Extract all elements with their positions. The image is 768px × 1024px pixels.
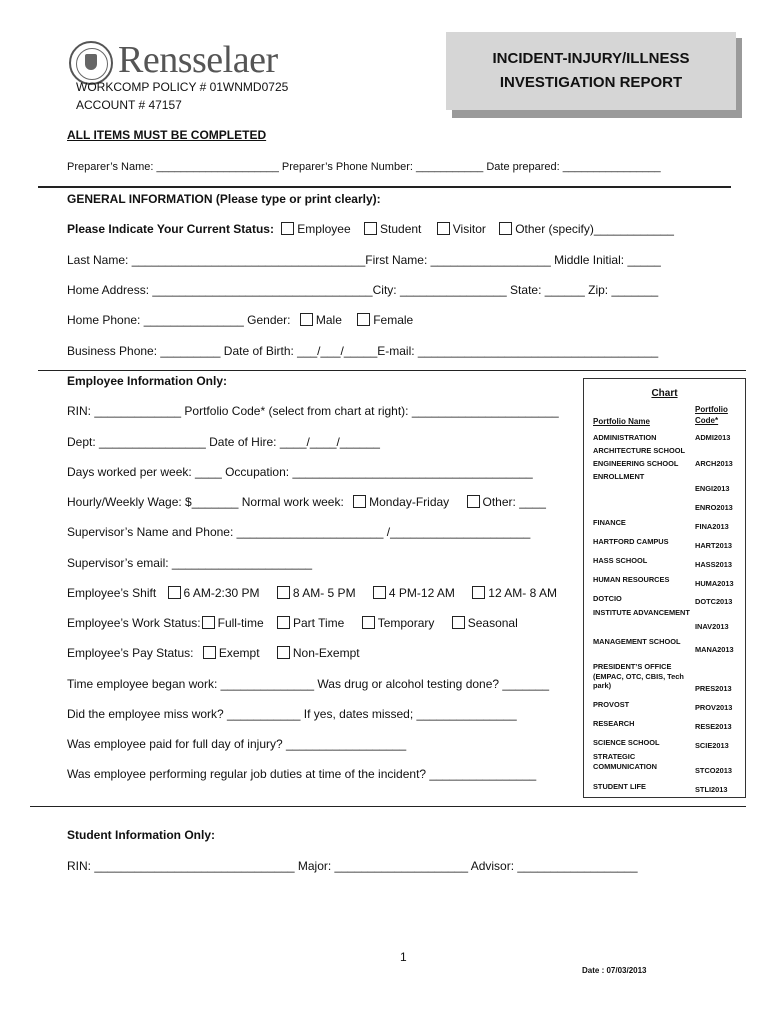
parttime-option: Part Time	[292, 616, 345, 630]
visitor-option: Visitor	[452, 222, 486, 236]
shift-1-checkbox[interactable]	[168, 586, 181, 599]
shift-4-option: 12 AM- 8 AM	[488, 586, 557, 600]
chart-row-code: STCO2013	[695, 766, 732, 775]
exempt-option: Exempt	[218, 646, 260, 660]
chart-row-name: RESEARCH	[593, 719, 635, 728]
visitor-checkbox[interactable]	[437, 222, 450, 235]
instructions: ALL ITEMS MUST BE COMPLETED	[67, 128, 267, 142]
chart-row-code: FINA2013	[695, 522, 729, 531]
report-title	[446, 32, 736, 110]
revision-date: Date : 07/03/2013	[582, 966, 647, 975]
chart-row-code: RESE2013	[695, 722, 732, 731]
general-heading: GENERAL INFORMATION (Please type or print clearly):	[67, 192, 381, 206]
chart-row-code: SCIE2013	[695, 741, 729, 750]
supervisor-email[interactable]: Supervisor’s email: _____________________	[67, 556, 313, 570]
address-line[interactable]: Home Address: _________________________________City: ________________ State: ______ Zip: _______	[67, 283, 659, 297]
chart-row-name: ENROLLMENT	[593, 472, 645, 481]
chart-row-name: HASS SCHOOL	[593, 556, 648, 565]
chart-row-name: STRATEGIC COMMUNICATION	[593, 752, 657, 771]
student-option: Student	[380, 222, 422, 236]
chart-row-code: ENRO2013	[695, 503, 733, 512]
female-checkbox[interactable]	[357, 313, 370, 326]
chart-row-name: MANAGEMENT SCHOOL	[593, 637, 681, 646]
account-number: ACCOUNT # 47157	[76, 98, 182, 112]
student-checkbox[interactable]	[364, 222, 377, 235]
chart-row-code: INAV2013	[695, 622, 729, 631]
preparer-line[interactable]: Preparer’s Name: ____________________ Preparer’s Phone Number: ___________ Date prepared: ________________	[67, 161, 661, 173]
chart-row-name: ADMINISTRATION	[593, 433, 657, 442]
other-checkbox[interactable]	[499, 222, 512, 235]
employee-option: Employee	[297, 222, 351, 236]
section-divider	[38, 186, 731, 188]
shift-2-checkbox[interactable]	[277, 586, 290, 599]
chart-row-code: ARCH2013	[695, 459, 733, 468]
chart-row-name: ENGINEERING SCHOOL	[593, 459, 679, 468]
chart-row-name: INSTITUTE ADVANCEMENT	[593, 608, 690, 617]
temporary-checkbox[interactable]	[362, 616, 375, 629]
chart-col-code-2: Code*	[695, 416, 719, 425]
nonexempt-checkbox[interactable]	[277, 646, 290, 659]
business-line[interactable]: Business Phone: _________ Date of Birth: ___/___/_____E-mail: ____________________________________	[67, 344, 659, 358]
paid-line[interactable]: Was employee paid for full day of injury? __________________	[67, 737, 407, 751]
page-number: 1	[400, 950, 407, 964]
time-line[interactable]: Time employee began work: ______________ Was drug or alcohol testing done? _______	[67, 677, 550, 691]
chart-row-name: SCIENCE SCHOOL	[593, 738, 660, 747]
shift-1-option: 6 AM-2:30 PM	[183, 586, 260, 600]
chart-row-code: DOTC2013	[695, 597, 733, 606]
supervisor-line[interactable]: Supervisor’s Name and Phone: ______________________ /_____________________	[67, 525, 531, 539]
shift-2-option: 8 AM- 5 PM	[292, 586, 356, 600]
section-divider-student	[30, 806, 746, 807]
name-line[interactable]: Last Name: ___________________________________First Name: __________________ Middle Initial: _____	[67, 253, 661, 267]
chart-row-name: PRESIDENT’S OFFICE (EMPAC, OTC, CBIS, Tech park)	[593, 662, 684, 690]
chart-row-code: PRES2013	[695, 684, 732, 693]
parttime-checkbox[interactable]	[277, 616, 290, 629]
duties-line[interactable]: Was employee performing regular job duties at time of the incident? ________________	[67, 767, 537, 781]
chart-row-name: PROVOST	[593, 700, 630, 709]
fulltime-option: Full-time	[217, 616, 264, 630]
chart-row-code: HART2013	[695, 541, 732, 550]
wage-field[interactable]: Hourly/Weekly Wage: $_______ Normal work week:	[67, 495, 344, 509]
nonexempt-option: Non-Exempt	[292, 646, 360, 660]
chart-col-code-1: Portfolio	[695, 405, 728, 414]
title-line-2: INVESTIGATION REPORT	[499, 74, 683, 91]
portfolio-chart	[583, 378, 746, 798]
student-rin-line[interactable]: RIN: ______________________________ Major: ____________________ Advisor: __________________	[67, 859, 638, 873]
chart-row-code: HUMA2013	[695, 579, 734, 588]
employee-heading: Employee Information Only:	[67, 374, 228, 388]
wage-row	[67, 495, 546, 509]
chart-row-name: STUDENT LIFE	[593, 782, 646, 791]
fulltime-checkbox[interactable]	[202, 616, 215, 629]
rin-portfolio-line[interactable]: RIN: _____________ Portfolio Code* (select from chart at right): ______________________	[67, 404, 559, 418]
monday-friday-checkbox[interactable]	[353, 495, 366, 508]
chart-title: Chart	[651, 388, 678, 399]
other-option[interactable]: Other (specify)____________	[515, 222, 674, 236]
status-label: Please Indicate Your Current Status:	[67, 222, 274, 236]
pay-status-row	[67, 646, 360, 660]
seasonal-option: Seasonal	[467, 616, 518, 630]
logo-wordmark: Rensselaer	[118, 39, 278, 81]
status-row	[67, 222, 674, 236]
days-line[interactable]: Days worked per week: ____ Occupation: ____________________________________	[67, 465, 533, 479]
home-phone-field[interactable]: Home Phone: _______________ Gender:	[67, 313, 291, 327]
male-checkbox[interactable]	[300, 313, 313, 326]
chart-row-code: MANA2013	[695, 645, 734, 654]
chart-row-code: PROV2013	[695, 703, 733, 712]
chart-row-code: ADMI2013	[695, 433, 731, 442]
male-option: Male	[315, 313, 342, 327]
employee-checkbox[interactable]	[281, 222, 294, 235]
title-line-1: INCIDENT-INJURY/ILLNESS	[492, 50, 690, 67]
policy-number: WORKCOMP POLICY # 01WNMD0725	[76, 80, 289, 94]
work-status-label: Employee’s Work Status:	[67, 616, 201, 630]
rensselaer-seal-logo	[69, 41, 113, 85]
chart-row-name: ARCHITECTURE SCHOOL	[593, 446, 685, 455]
female-option: Female	[373, 313, 414, 327]
monday-friday-option: Monday-Friday	[369, 495, 450, 509]
chart-row-name: HUMAN RESOURCES	[593, 575, 670, 584]
shift-row	[67, 586, 557, 600]
chart-row-name: DOTCIO	[593, 594, 622, 603]
chart-row-name: FINANCE	[593, 518, 626, 527]
chart-row-name: HARTFORD CAMPUS	[593, 537, 669, 546]
chart-col-name: Portfolio Name	[593, 417, 650, 426]
shift-label: Employee’s Shift	[67, 586, 157, 600]
other-week-option[interactable]: Other: ____	[482, 495, 546, 509]
shift-3-option: 4 PM-12 AM	[388, 586, 455, 600]
pay-status-label: Employee’s Pay Status:	[67, 646, 194, 660]
exempt-checkbox[interactable]	[203, 646, 216, 659]
student-heading: Student Information Only:	[67, 828, 215, 842]
section-divider-employee	[38, 370, 746, 371]
dept-line[interactable]: Dept: ________________ Date of Hire: ____/____/______	[67, 435, 380, 449]
seasonal-checkbox[interactable]	[452, 616, 465, 629]
other-week-checkbox[interactable]	[467, 495, 480, 508]
chart-row-code: STLI2013	[695, 785, 728, 794]
chart-row-code: ENGI2013	[695, 484, 730, 493]
work-status-row	[67, 616, 518, 630]
temporary-option: Temporary	[377, 616, 435, 630]
miss-work-line[interactable]: Did the employee miss work? ___________ If yes, dates missed; _______________	[67, 707, 517, 721]
shift-4-checkbox[interactable]	[472, 586, 485, 599]
phone-gender-row	[67, 313, 413, 327]
shift-3-checkbox[interactable]	[373, 586, 386, 599]
chart-row-code: HASS2013	[695, 560, 732, 569]
